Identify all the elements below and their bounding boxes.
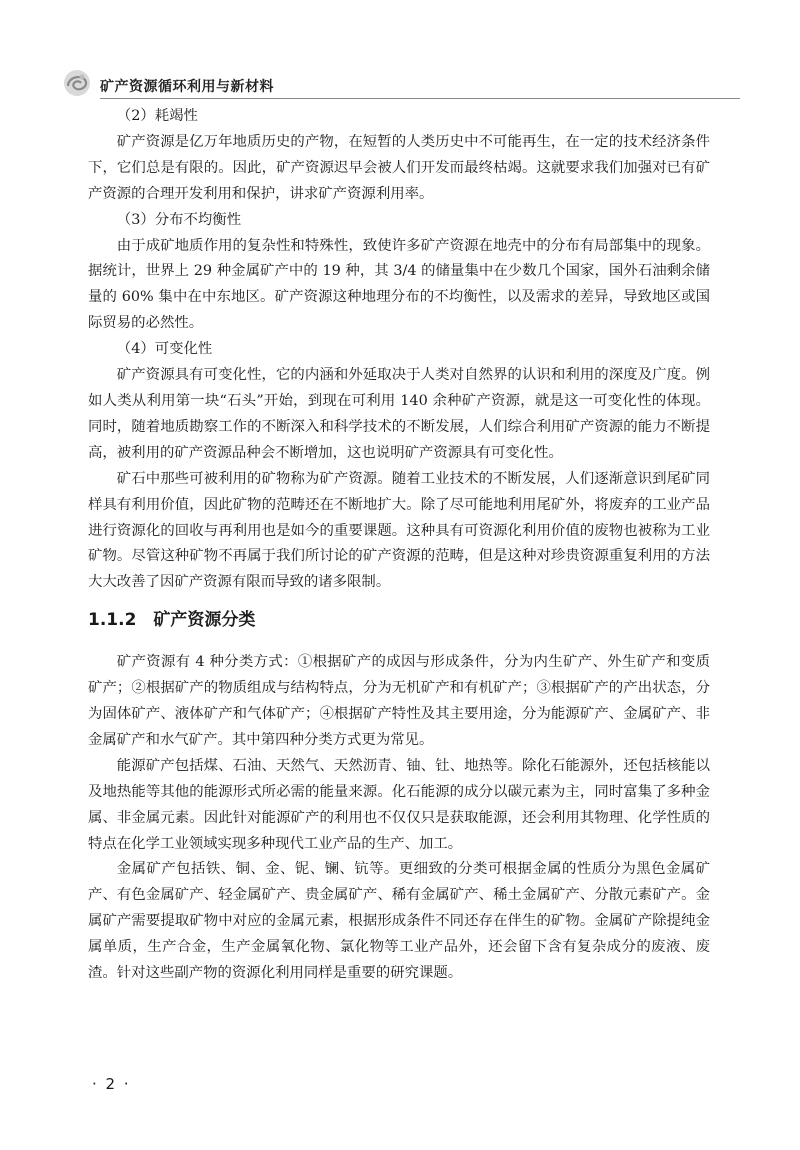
paragraph-metal-minerals: 金属矿产包括铁、铜、金、铌、镧、钪等。更细致的分类可根据金属的性质分为黑色金属矿产、有色金属矿产、轻金属矿产、贵金属矿产、稀有金属矿产、稀土金属矿产、分散元素矿产。金属矿产需要提取矿物中对应的金属元素，根据形成条件不同还存在伴生的矿物。金属矿产除提纯金属单质，生产合金，生产金属氧化物、氯化物等工业产品外，还会留下含有复杂成分的废液、废渣。针对这些副产物的资源化利用同样是重要的研究课题。 [88,861,710,982]
running-header [62,62,742,102]
heading-uneven-distribution: （3）分布不均衡性 [116,211,242,228]
page-number: · 2 · [92,1075,131,1093]
section-heading: 1.1.2 矿产资源分类 [88,610,256,631]
paragraph-variability: 矿产资源具有可变化性，它的内涵和外延取决于人类对自然界的认识和利用的深度及广度。例如人类从利用第一块“石头”开始，到现在可利用 140 余种矿产资源，就是这一可变化性的体现。同时，随着地质勘察工作的不断深入和科学技术的不断发展，人们综合利用矿产资源的能力不断提高，被利用的矿产资源品种会不断增加，这也说明矿产资源具有可变化性。 [88,367,710,461]
paragraph-classification: 矿产资源有 4 种分类方式：①根据矿产的成因与形成条件，分为内生矿产、外生矿产和变质矿产；②根据矿产的物质组成与结构特点，分为无机矿产和有机矿产；③根据矿产的产出状态，分为固体矿产、液体矿产和气体矿产；④根据矿产特性及其主要用途，分为能源矿产、金属矿产、非金属矿产和水气矿产。其中第四种分类方式更为常见。 [88,654,710,748]
swirl-logo-icon [62,68,92,98]
page-content [88,104,710,987]
heading-exhaustibility: （2）耗竭性 [116,108,198,124]
paragraph-energy-minerals: 能源矿产包括煤、石油、天然气、天然沥青、铀、钍、地热等。除化石能源外，还包括核能以及地热能等其他的能源形式所必需的能量来源。化石能源的成分以碳元素为主，同时富集了多种金属、非金属元素。因此针对能源矿产的利用也不仅仅只是获取能源，还会利用其物理、化学性质的特点在化学工业领域实现多种现代工业产品的生产、加工。 [88,757,710,852]
paragraph-tailings: 矿石中那些可被利用的矿物称为矿产资源。随着工业技术的不断发展，人们逐渐意识到尾矿同样具有利用价值，因此矿物的范畴还在不断地扩大。除了尽可能地利用尾矿外，将废弃的工业产品进行资源化的回收与再利用也是如今的重要课题。这种具有可资源化利用价值的废物也被称为工业矿物。尽管这种矿物不再属于我们所讨论的矿产资源的范畴，但是这种对珍贵资源重复利用的方法大大改善了因矿产资源有限而导致的诸多限制。 [88,470,710,591]
header-rule [100,98,740,99]
heading-variability: （4）可变化性 [116,341,213,358]
paragraph-uneven-distribution: 由于成矿地质作用的复杂性和特殊性，致使许多矿产资源在地壳中的分布有局部集中的现象。据统计，世界上 29 种金属矿产中的 19 种，其 3/4 的储量集中在少数几个国家，国外石油剩余储量的 60% 集中在中东地区。矿产资源这种地理分布的不均衡性，以及需求的差异，导致地区或国际贸易的必然性。 [88,237,710,332]
paragraph-exhaustibility: 矿产资源是亿万年地质历史的产物，在短暂的人类历史中不可能再生，在一定的技术经济条件下，它们总是有限的。因此，矿产资源迟早会被人们开发而最终枯竭。这就要求我们加强对已有矿产资源的合理开发利用和保护，讲求矿产资源利用率。 [88,133,710,202]
book-title: 矿产资源循环利用与新材料 [100,79,274,95]
